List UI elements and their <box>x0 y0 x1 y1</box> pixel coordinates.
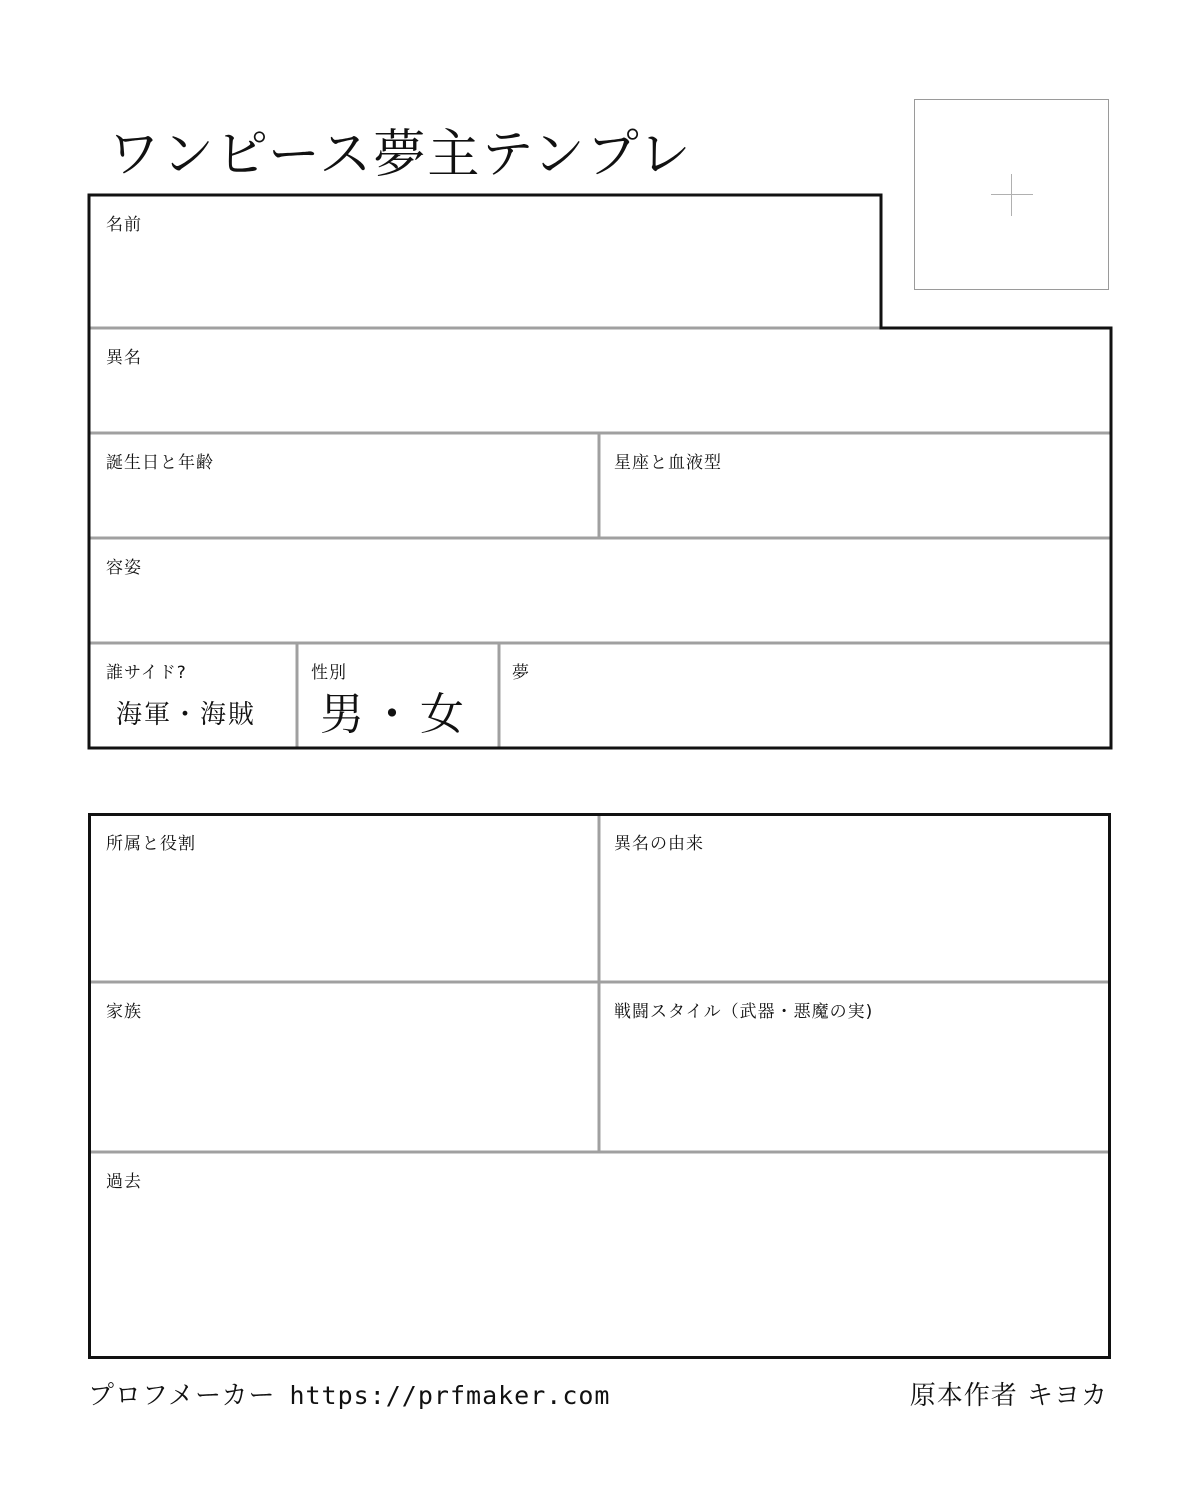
maker-link[interactable]: https://prfmaker.com <box>289 1381 611 1410</box>
alias-label: 異名 <box>106 348 142 368</box>
zodiac-blood-field[interactable] <box>600 434 1110 538</box>
alias-origin-label: 異名の由来 <box>614 834 704 854</box>
dream-label: 夢 <box>512 663 530 683</box>
gender-options: 男・女 <box>320 689 470 740</box>
dream-field[interactable] <box>500 644 1110 747</box>
page-title: ワンピース夢主テンプレ <box>108 125 693 185</box>
affiliation-role-label: 所属と役割 <box>106 834 196 854</box>
family-field[interactable] <box>90 983 598 1151</box>
side-label: 誰サイド? <box>106 663 187 683</box>
appearance-field[interactable] <box>90 539 1110 643</box>
plus-icon <box>991 174 1033 216</box>
name-field[interactable] <box>90 196 880 328</box>
past-label: 過去 <box>106 1172 142 1192</box>
name-label: 名前 <box>106 215 142 235</box>
footer-credit <box>88 1375 610 1412</box>
gender-label: 性別 <box>311 663 347 683</box>
photo-upload-box[interactable] <box>914 99 1109 290</box>
alias-origin-field[interactable] <box>600 815 1108 981</box>
affiliation-role-field[interactable] <box>90 815 598 981</box>
past-field[interactable] <box>90 1153 1108 1356</box>
appearance-label: 容姿 <box>106 558 142 578</box>
birthday-age-label: 誕生日と年齢 <box>106 453 214 473</box>
maker-label: プロフメーカー <box>88 1381 276 1411</box>
side-options: 海軍・海賊 <box>116 700 257 730</box>
original-author: 原本作者 キヨカ <box>909 1381 1108 1411</box>
side-field[interactable] <box>90 644 296 747</box>
birthday-age-field[interactable] <box>90 434 598 538</box>
zodiac-blood-label: 星座と血液型 <box>614 453 722 473</box>
alias-field[interactable] <box>90 329 1110 433</box>
gender-field[interactable] <box>298 644 498 747</box>
combat-style-label: 戦闘スタイル（武器・悪魔の実) <box>614 1002 874 1022</box>
combat-style-field[interactable] <box>600 983 1108 1151</box>
family-label: 家族 <box>106 1002 142 1022</box>
